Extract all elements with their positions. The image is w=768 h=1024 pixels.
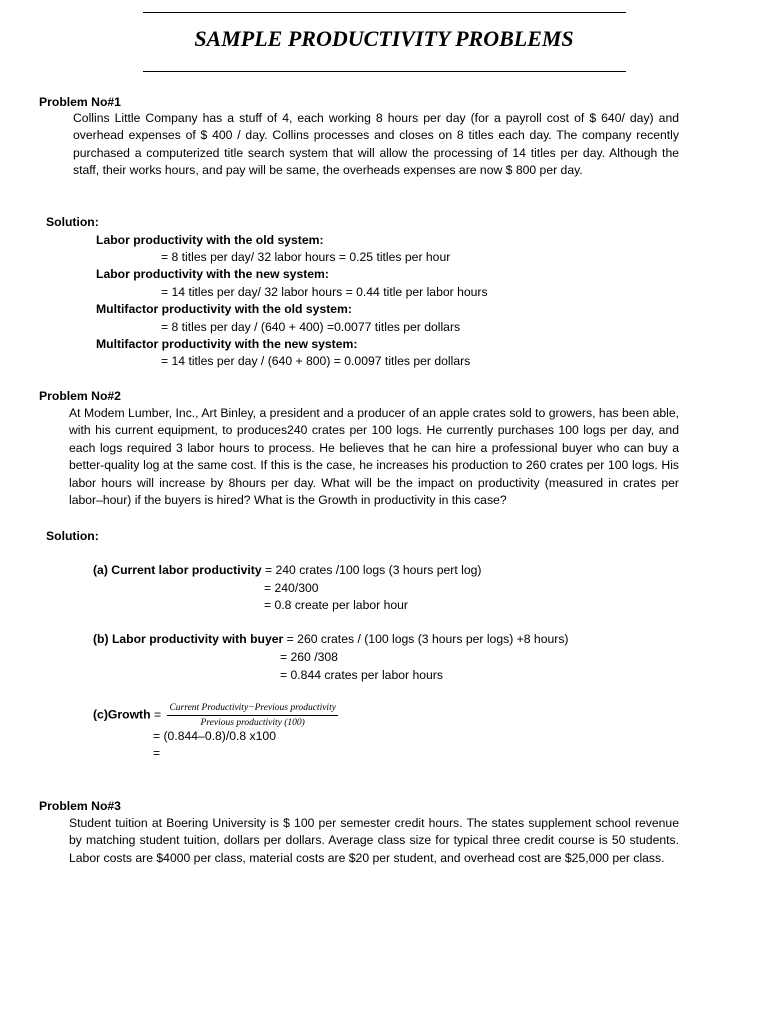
part-a-row (93, 562, 481, 579)
part-b-label: (b) Labor productivity with buyer (93, 632, 284, 646)
problem2-heading: Problem No#2 (39, 389, 121, 403)
part-b-line: = 260 /308 (280, 650, 338, 664)
problem1-text: Collins Little Company has a stuff of 4, each working 8 hours per day (for a payroll cost of $ 640/ day) and overhead expenses of $ 400 / day. Collins processes and closes on 8 titles each day. The company recently purchased a computerized title search system that will allow the processing of 14 titles per day. Although the staff, their works hours, and pay will be same, the overheads expenses are now $ 800 per day. (73, 111, 679, 178)
part-b-row (93, 631, 568, 648)
page-title: SAMPLE PRODUCTIVITY PROBLEMS (194, 26, 574, 51)
part-b-line: = 0.844 crates per labor hours (280, 668, 443, 682)
growth-fraction (167, 702, 337, 729)
growth-numerator: Current Productivity−Previous productivity (167, 702, 337, 716)
part-c-line: = (0.844–0.8)/0.8 x100 (153, 729, 276, 743)
problem1-line: = 8 titles per day/ 32 labor hours = 0.25 titles per hour (161, 250, 451, 264)
growth-equals: = (153, 707, 162, 722)
problem2-text: At Modem Lumber, Inc., Art Binley, a president and a producer of an apple crates sold to growers, has been able, with his current equipment, to produces240 crates per 100 logs. He currently purchases 100 logs per day, and each logs required 3 labor hours to process. He believes that he can hire a professional buyer who can buy a better-quality log at the same cost. If this is the case, he increases his production to 260 crates per 100 logs. His labor hours will increase by 8hours per day. What will be the impact on productivity (measured in crates per labor–hour) if the buyers is hired? What is the Growth in productivity in this case? (69, 406, 679, 508)
top-rule (143, 12, 626, 13)
problem1-line: = 14 titles per day / (640 + 800) = 0.0097 titles per dollars (161, 354, 471, 368)
problem2-solution-label: Solution: (46, 529, 99, 543)
title-underline (143, 71, 626, 72)
part-a-label: (a) Current labor productivity (93, 563, 262, 577)
part-a-line: = 240 crates /100 logs (3 hours pert log) (265, 563, 482, 577)
problem1-heading: Problem No#1 (39, 95, 121, 109)
problem1-line: = 14 titles per day/ 32 labor hours = 0.44 title per labor hours (161, 285, 488, 299)
part-a-line: = 0.8 create per labor hour (264, 598, 408, 612)
problem1-line: Multifactor productivity with the old system: (96, 302, 352, 316)
part-a-line: = 240/300 (264, 581, 319, 595)
part-c-label: (c)Growth (93, 707, 151, 722)
problem3-text: Student tuition at Boering University is $ 100 per semester credit hours. The states supplement school revenue by matching student tuition, dollars per dollars. Average class size for typical three credit course is 50 students. Labor costs are $4000 per class, material costs are $20 per student, and overhead cost are $25,000 per class. (69, 816, 679, 865)
problem1-line: Labor productivity with the old system: (96, 233, 324, 247)
problem3-heading: Problem No#3 (39, 799, 121, 813)
problem1-solution-label: Solution: (46, 215, 99, 229)
problem1-line: Labor productivity with the new system: (96, 267, 329, 281)
growth-denominator: Previous productivity (100) (200, 718, 305, 728)
growth-formula (93, 702, 338, 729)
problem1-line: = 8 titles per day / (640 + 400) =0.0077 titles per dollars (161, 320, 461, 334)
part-b-line: = 260 crates / (100 logs (3 hours per logs) +8 hours) (286, 632, 569, 646)
problem1-line: Multifactor productivity with the new system: (96, 337, 358, 351)
part-c-line: = (153, 746, 161, 760)
